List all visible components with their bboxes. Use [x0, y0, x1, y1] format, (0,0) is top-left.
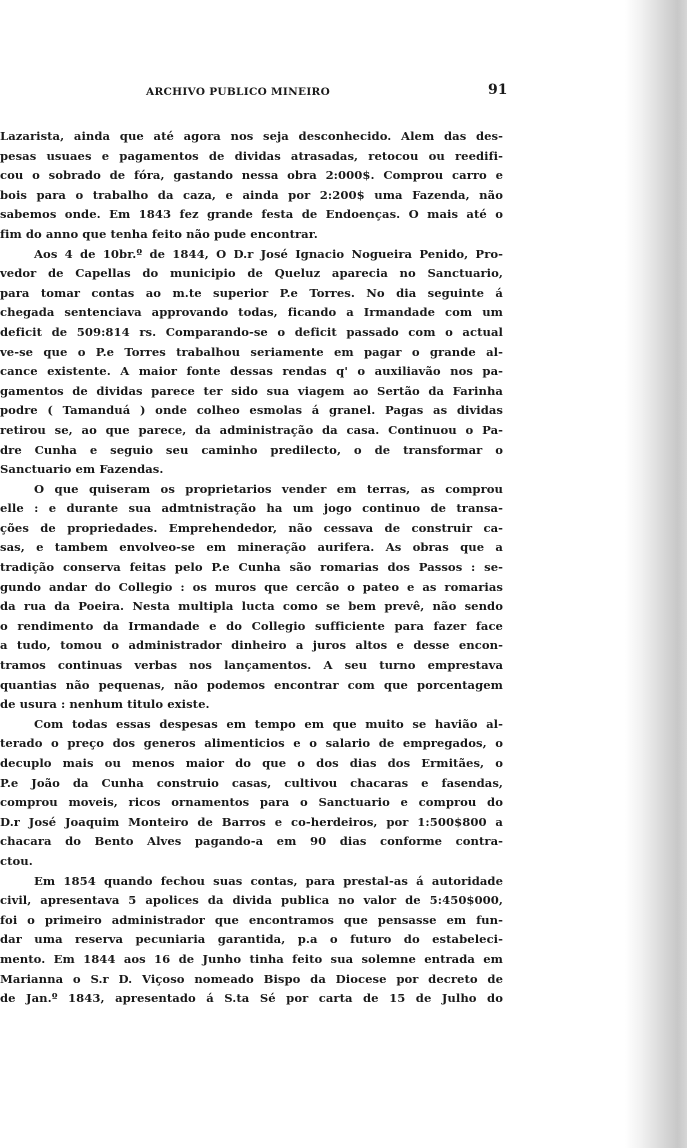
text-line: ções de propriedades. Emprehendedor, não cessava de construir ca-: [0, 520, 503, 535]
text-line: cou o sobrado de fóra, gastando nessa obra 2:000$. Comprou carro e: [0, 168, 503, 183]
text-line: O que quiseram os proprietarios vender em terras, as comprou: [34, 481, 503, 496]
text-line: decuplo mais ou menos maior do que o dos dias dos Ermitães, o: [0, 756, 503, 770]
text-line: gamentos de dividas parece ter sido sua viagem ao Sertão da Farinha: [0, 383, 503, 398]
text-line: tradição conserva feitas pelo P.e Cunha são romarias dos Passos : se-: [0, 560, 503, 575]
text-line: Lazarista, ainda que até agora nos seja desconhecido. Alem das des-: [0, 129, 503, 143]
text-line: civil, apresentava 5 apolices da divida publica no valor de 5:450$000,: [0, 893, 503, 908]
page-number: 91: [488, 82, 508, 98]
text-line: gundo andar do Collegio : os muros que cercão o pateo e as romarias: [0, 579, 503, 594]
text-line: de usura : nenhum titulo existe.: [0, 697, 210, 712]
text-line: terado o preço dos generos alimenticios e o salario de empregados, o: [0, 736, 503, 751]
text-line: deficit de 509:814 rs. Comparando-se o deficit passado com o actual: [0, 324, 503, 339]
text-line: dar uma reserva pecuniaria garantida, p.a o futuro do estabeleci-: [0, 932, 503, 947]
text-line: podre ( Tamanduá ) onde colheo esmolas á granel. Pagas as dividas: [0, 403, 503, 418]
text-line: tramos continuas verbas nos lançamentos. A seu turno emprestava: [0, 658, 503, 673]
text-line: D.r José Joaquim Monteiro de Barros e co-herdeiros, por 1:500$800 a: [0, 814, 503, 829]
text-line: Aos 4 de 10br.º de 1844, O D.r José Ignacio Nogueira Penido, Pro-: [34, 246, 503, 261]
text-line: para tomar contas ao m.te superior P.e Torres. No dia seguinte á: [0, 285, 503, 300]
text-line: mento. Em 1844 aos 16 de Junho tinha feito sua solemne entrada em: [0, 951, 503, 966]
text-line: cance existente. A maior fonte dessas rendas q' o auxiliavão nos pa-: [0, 364, 503, 379]
text-line: bois para o trabalho da caza, e ainda por 2:200$ uma Fazenda, não: [0, 187, 503, 202]
text-line: dre Cunha e seguio seu caminho predilecto, o de transformar o: [0, 442, 503, 457]
text-line: elle : e durante sua admtnistração ha um jogo continuo de transa-: [0, 501, 503, 516]
text-line: P.e João da Cunha construio casas, cultivou chacaras e fasendas,: [0, 775, 503, 790]
text-line: ctou.: [0, 853, 33, 868]
text-line: Em 1854 quando fechou suas contas, para prestal-as á autoridade: [34, 873, 503, 888]
running-title: ARCHIVO PUBLICO MINEIRO: [146, 86, 331, 98]
text-line: Sanctuario em Fazendas.: [0, 462, 164, 477]
body-text: [0, 127, 503, 1009]
text-line: quantias não pequenas, não podemos encontrar com que porcentagem: [0, 677, 503, 692]
text-line: comprou moveis, ricos ornamentos para o Sanctuario e comprou do: [0, 795, 503, 810]
text-line: Marianna o S.r D. Viçoso nomeado Bispo da Diocese por decreto de: [0, 971, 503, 986]
text-line: retirou se, ao que parece, da administração da casa. Continuou o Pa-: [0, 422, 503, 437]
text-line: ve-se que o P.e Torres trabalhou seriamente em pagar o grande al-: [0, 344, 503, 359]
text-line: a tudo, tomou o administrador dinheiro a juros altos e desse encon-: [0, 638, 503, 653]
text-line: sas, e tambem envolveo-se em mineração aurifera. As obras que a: [0, 540, 503, 555]
text-line: vedor de Capellas do municipio de Queluz aparecia no Sanctuario,: [0, 266, 503, 281]
text-line: sabemos onde. Em 1843 fez grande festa de Endoenças. O mais até o: [0, 207, 503, 222]
text-line: Com todas essas despesas em tempo em que muito se havião al-: [34, 716, 503, 731]
text-line: da rua da Poeira. Nesta multipla lucta como se bem prevê, não sendo: [0, 599, 503, 614]
text-line: pesas usuaes e pagamentos de dividas atrasadas, retocou ou reedifi-: [0, 148, 503, 163]
text-line: de Jan.º 1843, apresentado á S.ta Sé por carta de 15 de Julho do: [0, 991, 503, 1006]
text-line: fim do anno que tenha feito não pude encontrar.: [0, 226, 318, 241]
book-spine-shadow: [625, 0, 687, 1148]
page-header: [0, 82, 508, 104]
text-line: chegada sentenciava approvando todas, ficando a Irmandade com um: [0, 305, 503, 320]
text-line: o rendimento da Irmandade e do Collegio sufficiente para fazer face: [0, 618, 503, 633]
text-line: chacara do Bento Alves pagando-a em 90 dias conforme contra-: [0, 834, 503, 849]
text-line: foi o primeiro administrador que encontramos que pensasse em fun-: [0, 912, 503, 927]
